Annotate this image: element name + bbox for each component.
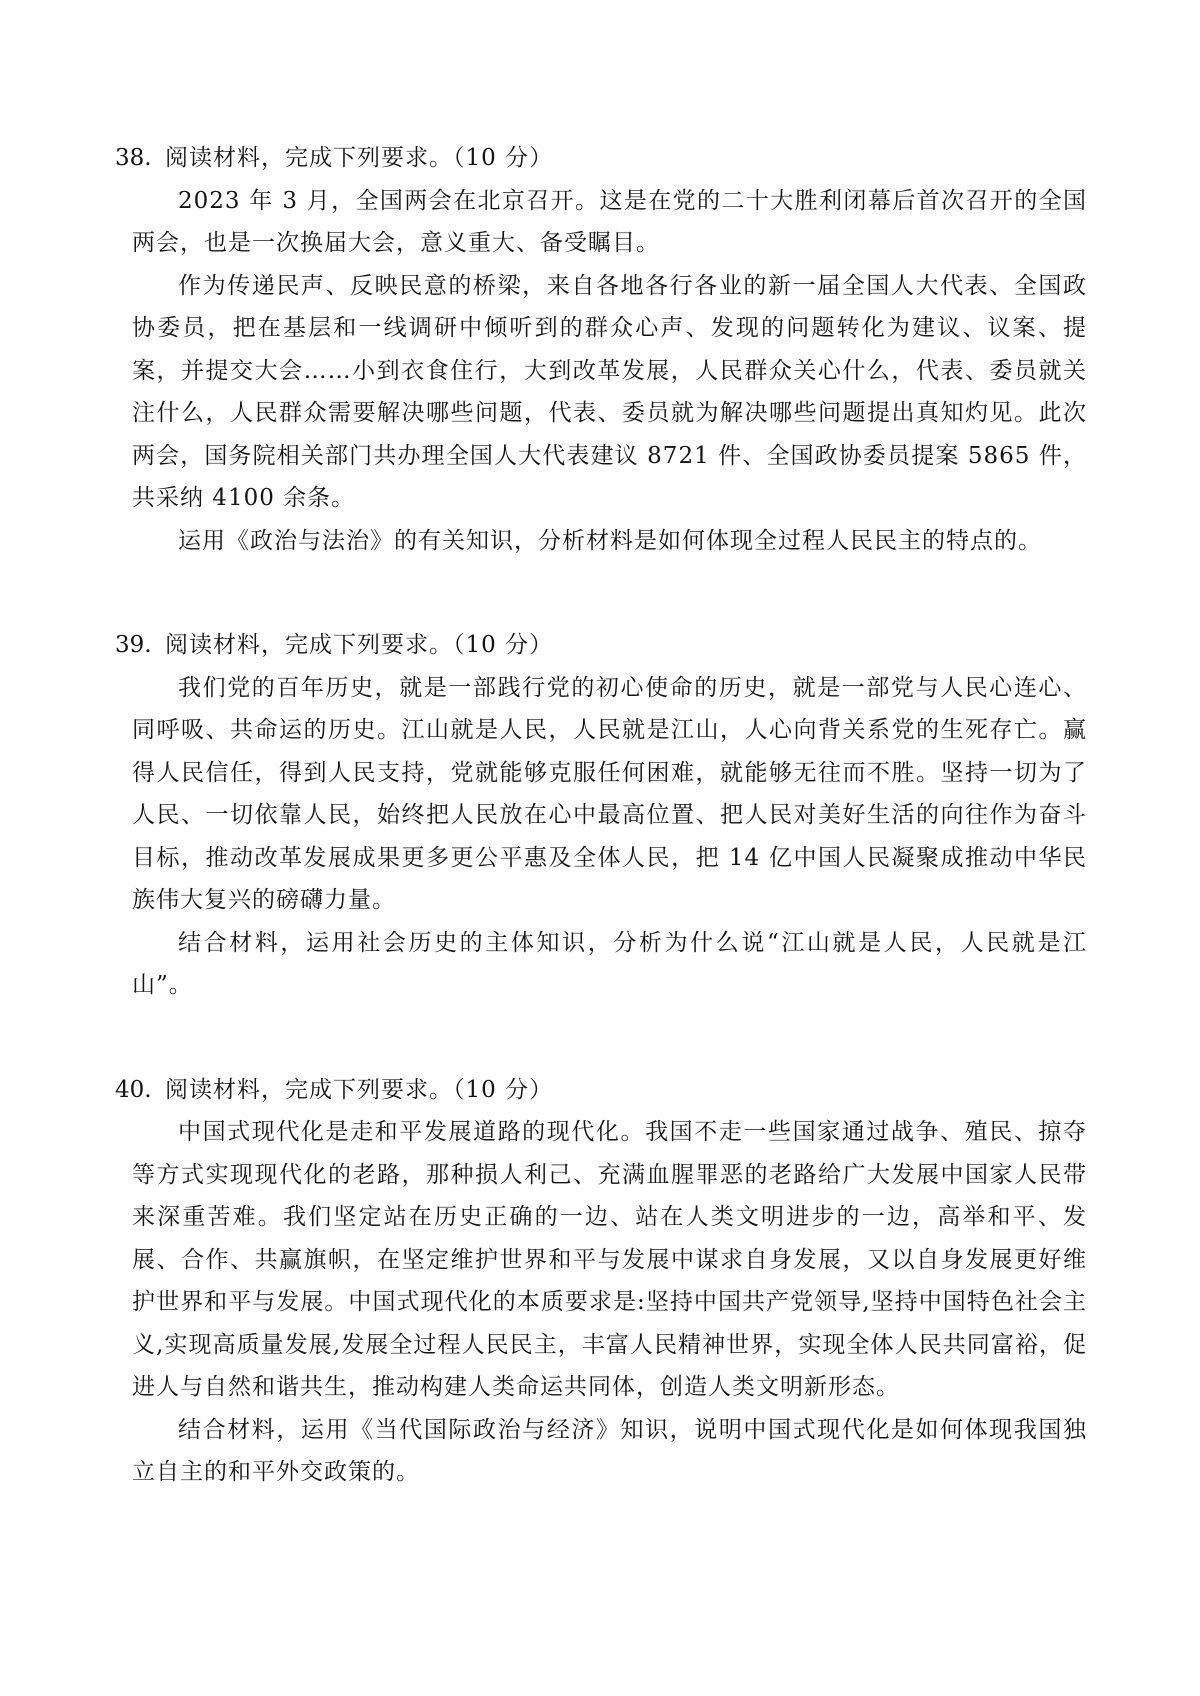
task-paragraph: 结合材料，运用社会历史的主体知识，分析为什么说“江山就是人民，人民就是江山”。 [132,929,1087,998]
material-paragraph: 2023 年 3 月，全国两会在北京召开。这是在党的二十大胜利闭幕后首次召开的全国两会，也是一次换届大会，意义重大、备受瞩目。 [132,187,1087,256]
question-38-block [115,137,1087,562]
task-paragraph: 运用《政治与法治》的有关知识，分析材料是如何体现全过程人民民主的特点的。 [178,527,1042,554]
material-paragraph: 作为传递民声、反映民意的桥梁，来自各地各行各业的新一届全国人大代表、全国政协委员，把在基层和一线调研中倾听到的群众心声、发现的问题转化为建议、议案、提案，并提交大会……小到衣食住行，大到改革发展，人民群众关心什么，代表、委员就关注什么，人民群众需要解决哪些问题，代表、委员就为解决哪些问题提出真知灼见。此次两会，国务院相关部门共办理全国人大代表建议 8721 件、全国政协委员提案 5865 件，共采纳 4100 余条。 [132,272,1087,511]
material-paragraph: 我们党的百年历史，就是一部践行党的初心使命的历史，就是一部党与人民心连心、同呼吸、共命运的历史。江山就是人民，人民就是江山，人心向背关系党的生死存亡。赢得人民信任，得到人民支持，党就能够克服任何困难，就能够无往而不胜。坚持一切为了人民、一切依靠人民，始终把人民放在心中最高位置、把人民对美好生活的向往作为奋斗目标，推动改革发展成果更多更公平惠及全体人民，把 14 亿中国人民凝聚成推动中华民族伟大复兴的磅礴力量。 [132,674,1087,913]
question-number: 38. [115,145,152,171]
material-paragraph: 中国式现代化是走和平发展道路的现代化。我国不走一些国家通过战争、殖民、掠夺等方式实现现代化的老路，那种损人利己、充满血腥罪恶的老路给广大发展中国家人民带来深重苦难。我们坚定站在历史正确的一边、站在人类文明进步的一边，高举和平、发展、合作、共赢旗帜，在坚定维护世界和平与发展中谋求自身发展，又以自身发展更好维护世界和平与发展。中国式现代化的本质要求是:坚持中国共产党领导,坚持中国特色社会主义,实现高质量发展,发展全过程人民民主，丰富人民精神世界，实现全体人民共同富裕，促进人与自然和谐共生，推动构建人类命运共同体，创造人类文明新形态。 [132,1119,1087,1400]
question-38-header [115,137,1087,180]
question-prompt: 阅读材料，完成下列要求。（10 分） [165,1076,554,1103]
question-39-block [115,624,1087,1007]
question-number: 39. [115,632,152,658]
question-39-body [132,667,1087,1007]
task-paragraph: 结合材料，运用《当代国际政治与经济》知识，说明中国式现代化是如何体现我国独立自主的和平外交政策的。 [132,1416,1087,1485]
question-prompt: 阅读材料，完成下列要求。（10 分） [165,145,554,171]
question-38-body [132,180,1087,563]
question-40-body [132,1111,1087,1494]
question-number: 40. [115,1076,152,1103]
question-40-block [115,1069,1087,1494]
question-40-header [115,1069,1087,1112]
question-prompt: 阅读材料，完成下列要求。（10 分） [165,632,554,658]
question-39-header [115,624,1087,667]
